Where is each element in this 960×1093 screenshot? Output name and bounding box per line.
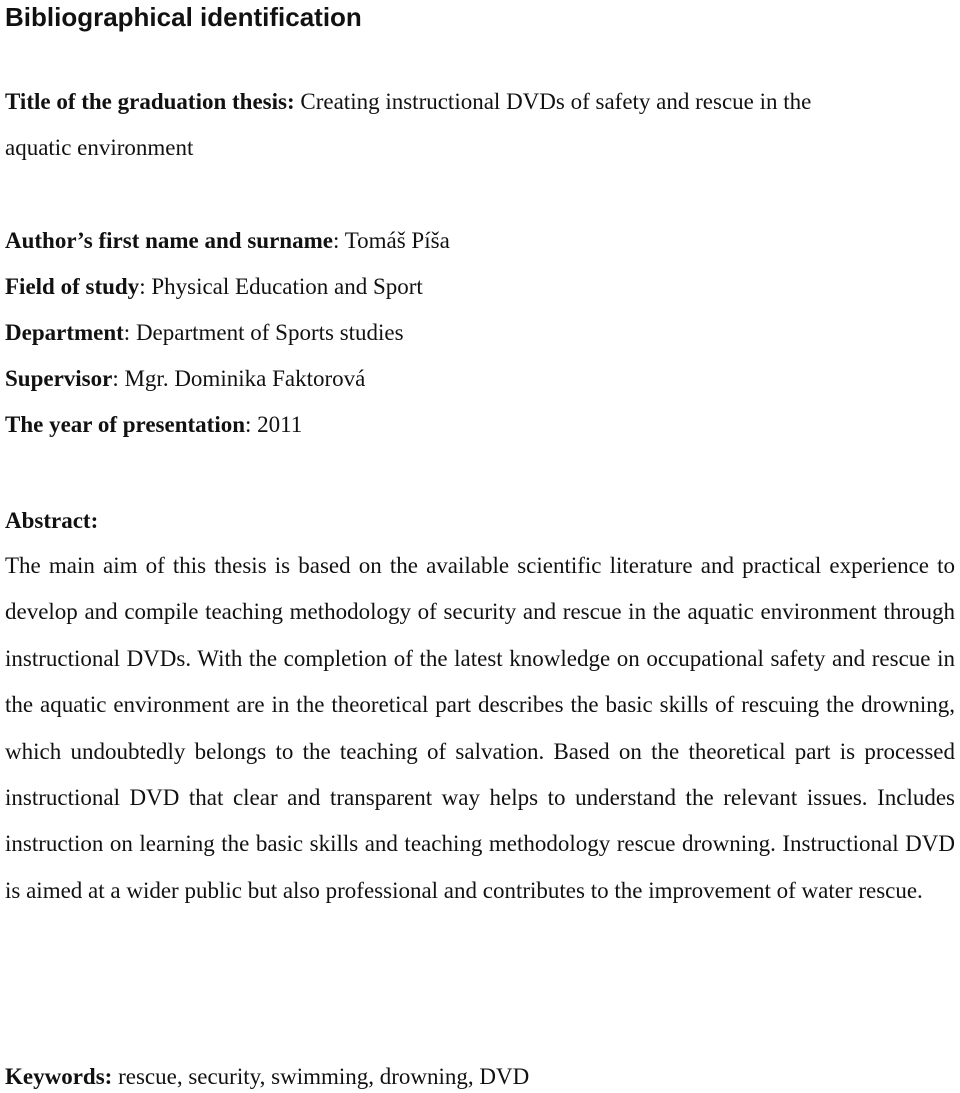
department-value: Department of Sports studies xyxy=(135,320,404,345)
keywords-value: rescue, security, swimming, drowning, DVD xyxy=(118,1064,530,1089)
supervisor-value: Mgr. Dominika Faktorová xyxy=(124,366,366,391)
field-of-study-label: Field of study xyxy=(5,274,140,299)
thesis-title-value-1: Creating instructional DVDs of safety and rescue in the xyxy=(300,89,812,114)
supervisor-line: Supervisor: Mgr. Dominika Faktorová xyxy=(5,366,366,391)
keywords-label: Keywords: xyxy=(5,1064,113,1089)
field-of-study-value: Physical Education and Sport xyxy=(151,274,423,299)
author-label: Author’s first name and surname xyxy=(5,228,333,253)
supervisor-label: Supervisor xyxy=(5,366,113,391)
year-value: 2011 xyxy=(257,412,303,437)
thesis-title-value-2: aquatic environment xyxy=(5,135,194,160)
thesis-title-continuation xyxy=(5,134,193,162)
keywords-line xyxy=(5,1063,529,1091)
author-value: Tomáš Píša xyxy=(344,228,450,253)
abstract-text: The main aim of this thesis is based on the available scientific literature and practical experience to develop and compile teaching methodology of security and rescue in the aquatic environment through instructional DVDs. With the completion of the latest knowledge on occupational safety and rescue in the aquatic environment are in the theoretical part describes the basic skills of rescuing the drowning, which undoubtedly belongs to the teaching of salvation. Based on the theoretical part is processed instructional DVD that clear and transparent way helps to understand the relevant issues. Includes instruction on learning the basic skills and teaching methodology rescue drowning. Instructional DVD is aimed at a wider public but also professional and contributes to the improvement of water rescue. xyxy=(5,553,955,903)
page-heading: Bibliographical identification xyxy=(5,2,362,32)
year-line: The year of presentation: 2011 xyxy=(5,412,303,437)
abstract-title: Abstract: xyxy=(5,508,99,533)
author-line: Author’s first name and surname: Tomáš Píša xyxy=(5,228,450,253)
department-label: Department xyxy=(5,320,124,345)
thesis-title-label: Title of the graduation thesis: xyxy=(5,89,295,114)
year-label: The year of presentation xyxy=(5,412,245,437)
thesis-title-line xyxy=(5,88,811,116)
field-of-study-line: Field of study: Physical Education and Sport xyxy=(5,274,423,299)
department-line: Department: Department of Sports studies xyxy=(5,320,404,345)
